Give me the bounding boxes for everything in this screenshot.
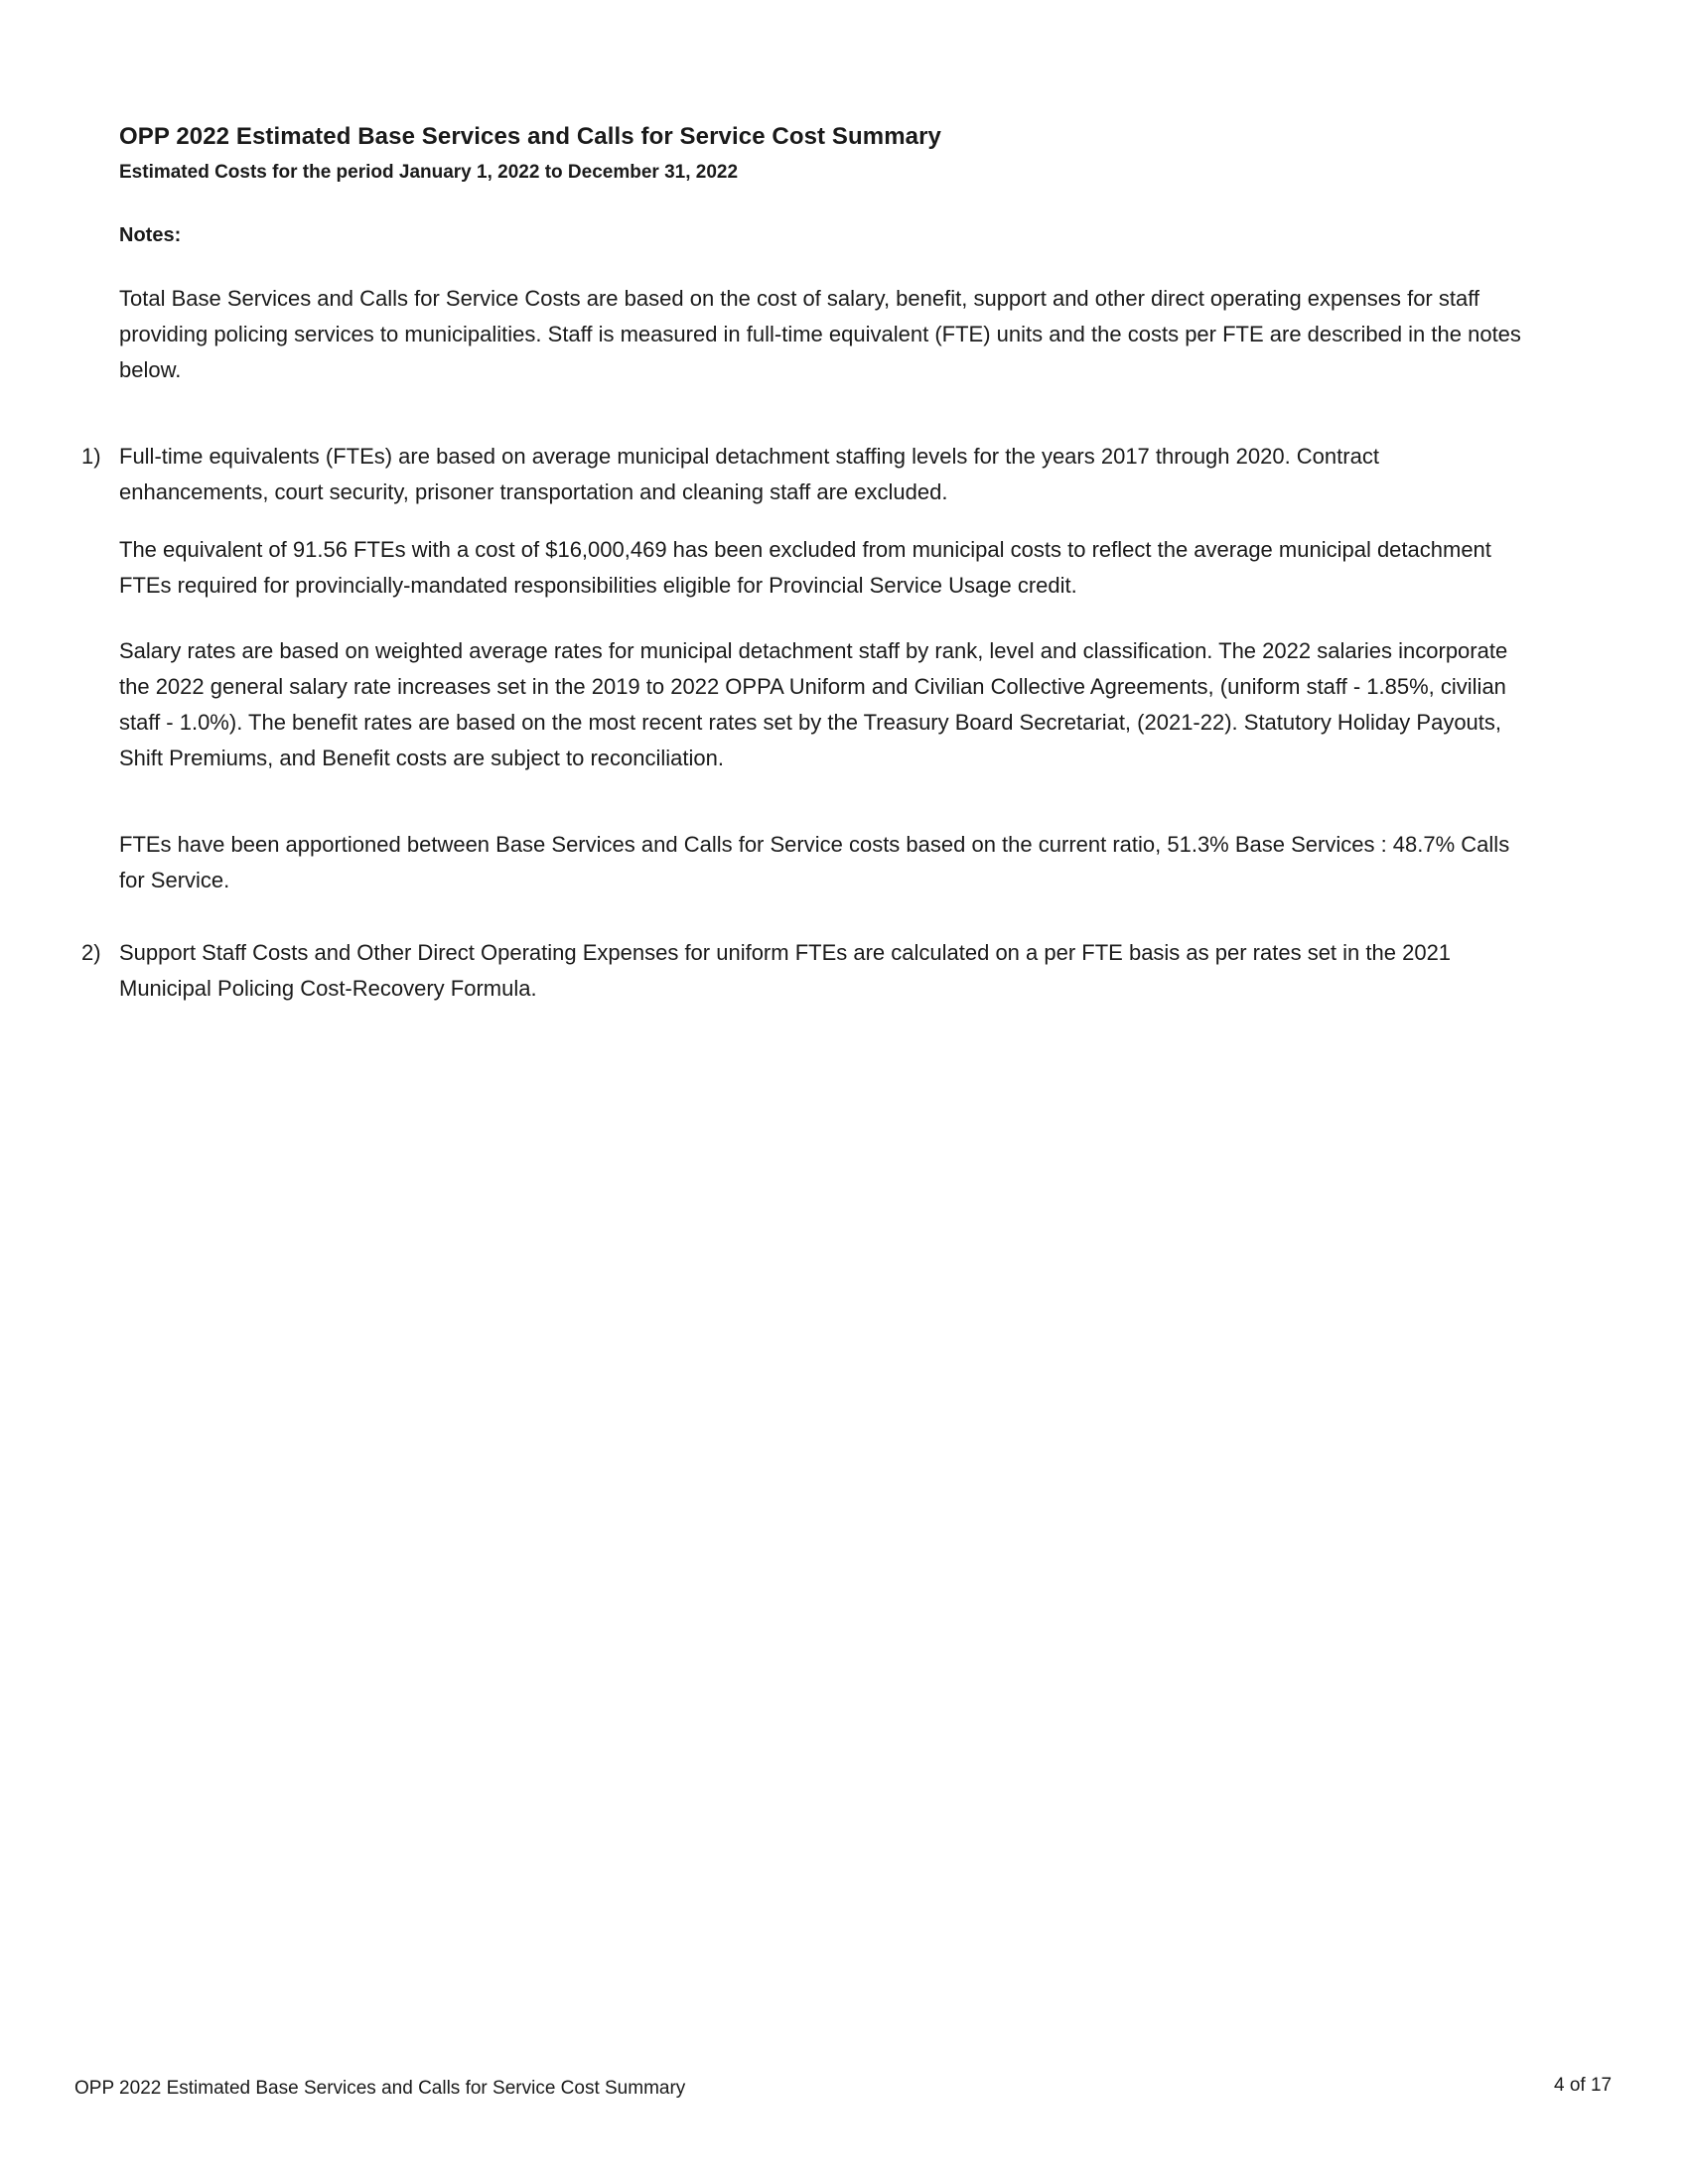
footer-page-number: 4 of 17	[1554, 2075, 1613, 2096]
note-number-2: 2)	[81, 940, 101, 965]
footer-document-title: OPP 2022 Estimated Base Services and Calls for Service Cost Summary	[74, 2078, 686, 2099]
note-1-paragraph-1: Full-time equivalents (FTEs) are based on average municipal detachment staffing levels for the years 2017 through 2020. Contract enhancements, court security, prisoner transportation and cleaning staff are excluded.	[119, 444, 1379, 504]
page-title: OPP 2022 Estimated Base Services and Calls for Service Cost Summary	[119, 123, 941, 150]
note-1-paragraph-3: Salary rates are based on weighted average rates for municipal detachment staff by rank, level and classification. The 2022 salaries incorporate the 2022 general salary rate increases set in the 2019 to 2022 OPPA Uniform and Civilian Collective Agreements, (uniform staff - 1.85%, civilian staff - 1.0%). The benefit rates are based on the most recent rates set by the Treasury Board Secretariat, (2021-22). Statutory Holiday Payouts, Shift Premiums, and Benefit costs are subject to reconciliation.	[119, 638, 1508, 770]
notes-heading: Notes:	[119, 224, 182, 246]
note-1-paragraph-4: FTEs have been apportioned between Base Services and Calls for Service costs based on the current ratio, 51.3% Base Services : 48.7% Calls for Service.	[119, 832, 1510, 892]
note-1-paragraph-2: The equivalent of 91.56 FTEs with a cost of $16,000,469 has been excluded from municipal costs to reflect the average municipal detachment FTEs required for provincially-mandated responsibilities eligible for Provincial Service Usage credit.	[119, 537, 1491, 598]
note-2-paragraph-1: Support Staff Costs and Other Direct Operating Expenses for uniform FTEs are calculated on a per FTE basis as per rates set in the 2021 Municipal Policing Cost-Recovery Formula.	[119, 940, 1452, 1001]
note-number-1: 1)	[81, 444, 101, 469]
page-subtitle: Estimated Costs for the period January 1, 2022 to December 31, 2022	[119, 162, 739, 183]
notes-intro-paragraph: Total Base Services and Calls for Service Costs are based on the cost of salary, benefit, support and other direct operating expenses for staff providing policing services to municipalities. Staff is measured in full-time equivalent (FTE) units and the costs per FTE are described in the notes below.	[119, 286, 1521, 382]
